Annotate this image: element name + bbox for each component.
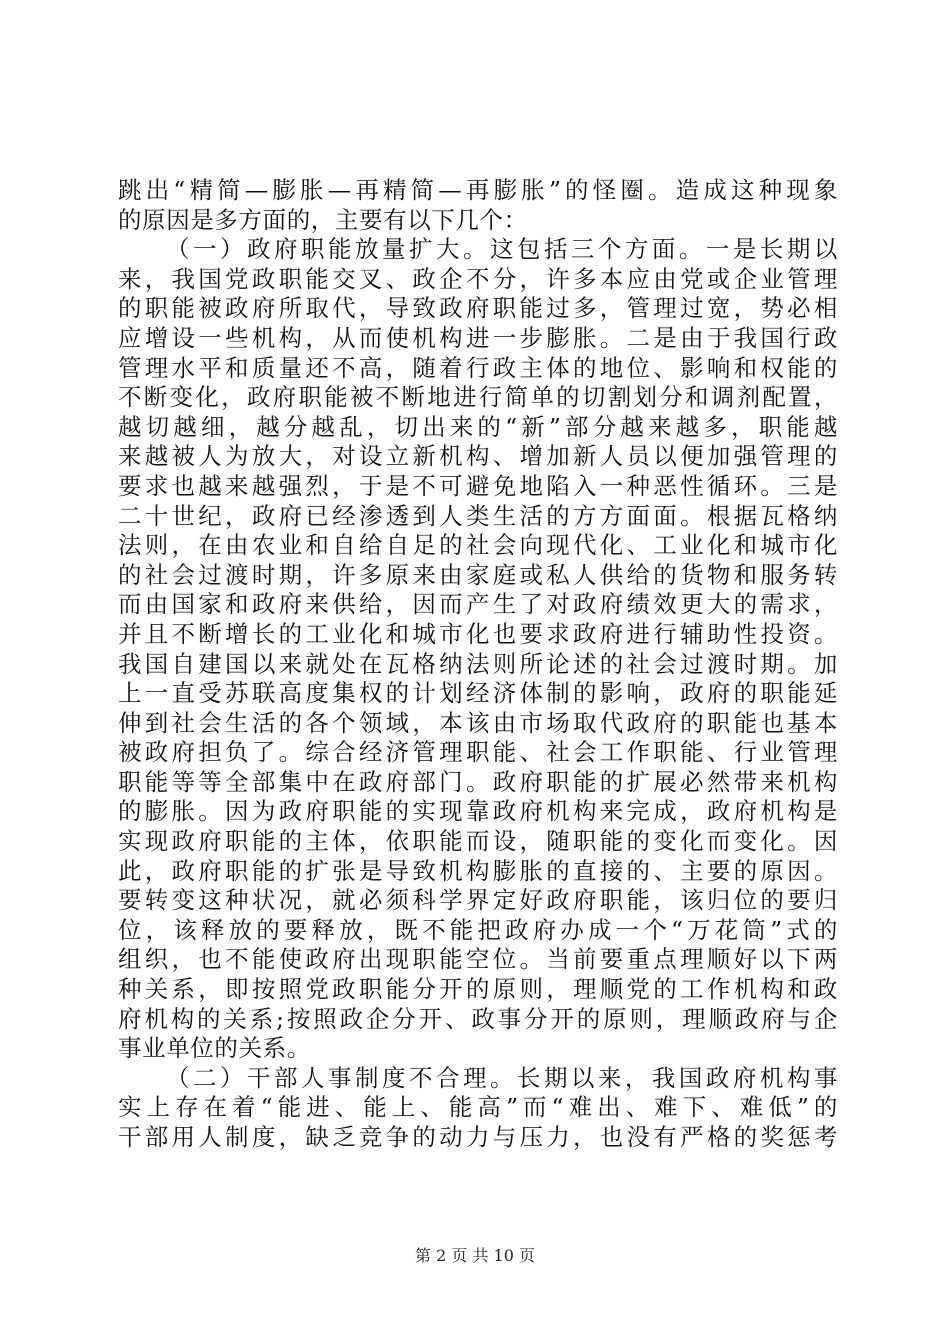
text-line: 要求也越来越强烈，于是不可避免地陷入一种恶性循环。三是 <box>118 471 838 500</box>
text-line: 实上存在着“能进、能上、能高”而“难出、难下、难低”的 <box>118 1093 838 1122</box>
text-line: 我国自建国以来就处在瓦格纳法则所论述的社会过渡时期。加 <box>118 649 838 678</box>
text-line: 并且不断增长的工业化和城市化也要求政府进行辅助性投资。 <box>118 619 838 648</box>
text-line: 职能等等全部集中在政府部门。政府职能的扩展必然带来机构 <box>118 767 838 796</box>
text-line: 干部用人制度，缺乏竞争的动力与压力，也没有严格的奖惩考 <box>118 1123 838 1151</box>
text-line: 越切越细，越分越乱，切出来的“新”部分越来越多，职能越 <box>118 412 838 441</box>
text-line: 要转变这种状况，就必须科学界定好政府职能，该归位的要归 <box>118 886 838 915</box>
text-line: 不断变化，政府职能被不断地进行简单的切割划分和调剂配置， <box>118 383 838 412</box>
text-line: 二十世纪，政府已经渗透到人类生活的方方面面。根据瓦格纳 <box>118 501 838 530</box>
text-line: 而由国家和政府来供给，因而产生了对政府绩效更大的需求， <box>118 590 838 619</box>
text-line: 的原因是多方面的，主要有以下几个： <box>118 205 528 234</box>
page-number-footer: 第 2 页 共 10 页 <box>415 1246 535 1265</box>
text-line: 位，该释放的要释放，既不能把政府办成一个“万花筒”式的 <box>118 915 838 944</box>
document-body <box>118 176 838 1153</box>
text-line: 被政府担负了。综合经济管理职能、社会工作职能、行业管理 <box>118 738 838 767</box>
text-line: 事业单位的关系。 <box>118 1034 311 1063</box>
text-line: 应增设一些机构，从而使机构进一步膨胀。二是由于我国行政 <box>118 323 838 352</box>
text-line: 的膨胀。因为政府职能的实现靠政府机构来完成，政府机构是 <box>118 797 838 826</box>
text-line: 的职能被政府所取代，导致政府职能过多，管理过宽，势必相 <box>118 294 838 323</box>
text-line: 来越被人为放大，对设立新机构、增加新人员以便加强管理的 <box>118 442 838 471</box>
text-line: 组织，也不能使政府出现职能空位。当前要重点理顺好以下两 <box>118 945 838 974</box>
text-line: （一）政府职能放量扩大。这包括三个方面。一是长期以 <box>166 235 838 264</box>
text-line: 上一直受苏联高度集权的计划经济体制的影响，政府的职能延 <box>118 679 838 708</box>
text-line: （二）干部人事制度不合理。长期以来，我国政府机构事 <box>166 1063 838 1092</box>
text-line: 府机构的关系;按照政企分开、政事分开的原则，理顺政府与企 <box>118 1004 838 1033</box>
text-line: 法则，在由农业和自给自足的社会向现代化、工业化和城市化 <box>118 531 838 560</box>
text-line: 跳出“精简—膨胀—再精简—再膨胀”的怪圈。造成这种现象 <box>118 176 838 204</box>
text-line: 伸到社会生活的各个领域，本该由市场取代政府的职能也基本 <box>118 708 838 737</box>
text-line: 此，政府职能的扩张是导致机构膨胀的直接的、主要的原因。 <box>118 856 838 885</box>
text-line: 实现政府职能的主体，依职能而设，随职能的变化而变化。因 <box>118 827 838 856</box>
text-line: 来，我国党政职能交叉、政企不分，许多本应由党或企业管理 <box>118 264 838 293</box>
text-line: 管理水平和质量还不高，随着行政主体的地位、影响和权能的 <box>118 353 838 382</box>
text-line: 种关系，即按照党政职能分开的原则，理顺党的工作机构和政 <box>118 975 838 1004</box>
text-line: 的社会过渡时期，许多原来由家庭或私人供给的货物和服务转 <box>118 560 838 589</box>
